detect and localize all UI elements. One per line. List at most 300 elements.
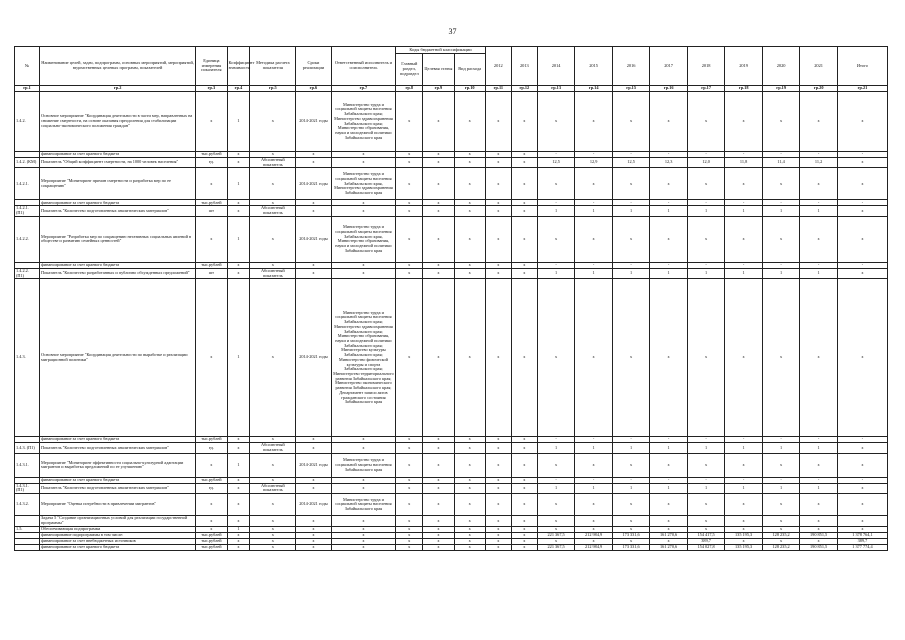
row-year-value: 1 — [612, 268, 650, 278]
row-year-value: х — [511, 477, 537, 483]
row-number: 1.4.2. (КМ) — [15, 158, 40, 168]
column-index-cell: гр.3 — [196, 86, 227, 92]
row-year-value: х — [511, 216, 537, 262]
row-bk-article: х — [423, 527, 454, 533]
row-year-value: 1 — [725, 483, 763, 493]
row-year-value: 1 — [725, 443, 763, 453]
row-term: х — [296, 443, 331, 453]
row-year-value: х — [537, 453, 575, 477]
row-year-value: х — [612, 216, 650, 262]
row-year-value: 1 — [762, 483, 800, 493]
row-coef: 1 — [227, 168, 250, 200]
row-coef: х — [227, 206, 250, 216]
row-number: 1.4.2.1. — [15, 168, 40, 200]
row-name: Показатель "Общий коэффициент смертности, на 1000 человек населения" — [40, 158, 196, 168]
table-row — [15, 206, 888, 216]
row-year-value: 1 — [687, 206, 725, 216]
row-name: финансирование за счет внебюджетных источников — [40, 539, 196, 545]
row-number: 1.4.2. — [15, 92, 40, 152]
page-number: 37 — [448, 27, 457, 36]
table-row — [15, 268, 888, 278]
header-resp: Ответственный исполнитель и соисполнитель — [331, 47, 396, 86]
header-year-2018: 2018 — [687, 47, 725, 86]
row-bk-section: х — [396, 158, 423, 168]
row-responsible: х — [331, 545, 396, 551]
row-year-value: - — [725, 152, 763, 158]
row-term: 2014-2021 годы — [296, 494, 331, 516]
row-year-value: - — [612, 200, 650, 206]
row-method: х — [250, 168, 296, 200]
header-unit: Единица измерения показателя — [196, 47, 227, 86]
row-coef: х — [227, 262, 250, 268]
row-term: х — [296, 158, 331, 168]
row-bk-article: х — [423, 539, 454, 545]
row-total: - — [837, 437, 887, 443]
row-total: х — [837, 279, 887, 437]
row-year-value: 221 367,5 — [537, 545, 575, 551]
row-year-value: 1 — [537, 483, 575, 493]
program-table — [14, 46, 888, 551]
row-year-value: - — [762, 152, 800, 158]
row-name: Показатель "Количество подготовленных аналитических материалов" — [40, 483, 196, 493]
row-year-value: х — [575, 494, 613, 516]
table-row — [15, 494, 888, 516]
row-total: х — [837, 216, 887, 262]
row-coef: 1 — [227, 216, 250, 262]
row-responsible: Министерство труда и социальной защиты населения Забайкальского края; Министерство здравоохранения Забайкальского края; Министерство образования, науки и молодежной политики Забайкальского края — [331, 92, 396, 152]
row-year-value: х — [485, 262, 511, 268]
row-year-value: - — [725, 437, 763, 443]
row-number: 1.4.3.1. — [15, 453, 40, 477]
row-responsible: х — [331, 516, 396, 527]
row-bk-type: х — [454, 152, 485, 158]
row-year-value: - — [762, 200, 800, 206]
row-year-value: х — [511, 158, 537, 168]
column-index-cell: гр.11 — [485, 86, 511, 92]
row-method: х — [250, 279, 296, 437]
row-year-value: - — [537, 477, 575, 483]
row-year-value: х — [687, 453, 725, 477]
row-year-value: 1 — [612, 206, 650, 216]
row-year-value: х — [511, 539, 537, 545]
row-year-value: 1 — [762, 268, 800, 278]
row-bk-type: х — [454, 539, 485, 545]
row-year-value: х — [485, 533, 511, 539]
row-year-value: - — [537, 200, 575, 206]
row-bk-type: х — [454, 453, 485, 477]
row-year-value: х — [485, 279, 511, 437]
row-total: х — [837, 494, 887, 516]
row-year-value: х — [511, 483, 537, 493]
row-responsible: х — [331, 527, 396, 533]
column-index-cell: гр.13 — [537, 86, 575, 92]
row-method: х — [250, 494, 296, 516]
row-name: финансирование за счет краевого бюджета — [40, 545, 196, 551]
column-index-cell: гр.17 — [687, 86, 725, 92]
table-row — [15, 453, 888, 477]
row-year-value: - — [800, 262, 838, 268]
row-term: х — [296, 539, 331, 545]
row-bk-section: х — [396, 200, 423, 206]
row-year-value: 11,8 — [725, 158, 763, 168]
row-name: Мероприятие "Разработка мер по сокращению негативных социальных явлений в обществе и развитию семейных ценностей" — [40, 216, 196, 262]
row-bk-type: х — [454, 92, 485, 152]
row-name: финансирование за счет краевого бюджета — [40, 152, 196, 158]
table-row — [15, 279, 888, 437]
row-year-value: 11,4 — [762, 158, 800, 168]
row-year-value: - — [800, 152, 838, 158]
row-bk-type: х — [454, 268, 485, 278]
row-year-value: 190 851,5 — [800, 533, 838, 539]
row-year-value: х — [650, 494, 688, 516]
row-year-value: х — [762, 539, 800, 545]
row-name: Мероприятие "Мониторинг причин смертности и разработка мер по ее сокращению" — [40, 168, 196, 200]
row-coef: х — [227, 539, 250, 545]
row-unit: тыс.рублей — [196, 437, 227, 443]
row-year-value: - — [575, 437, 613, 443]
row-year-value: х — [485, 477, 511, 483]
row-year-value: 212 984,9 — [575, 545, 613, 551]
row-year-value: - — [650, 262, 688, 268]
row-name: Мероприятие "Оценка потребности в привлечении мигрантов" — [40, 494, 196, 516]
row-method: Абсолютный показатель — [250, 158, 296, 168]
row-year-value: 1 — [650, 206, 688, 216]
row-responsible: х — [331, 268, 396, 278]
row-term: х — [296, 545, 331, 551]
row-year-value: 161 270,6 — [650, 545, 688, 551]
column-index-cell: гр.8 — [396, 86, 423, 92]
row-bk-section: х — [396, 539, 423, 545]
row-year-value: 12,9 — [575, 158, 613, 168]
header-bk-section: Главный раздел, подраздел — [396, 54, 423, 86]
row-bk-type: х — [454, 516, 485, 527]
row-responsible: х — [331, 437, 396, 443]
row-total: х — [837, 158, 887, 168]
header-year-2019: 2019 — [725, 47, 763, 86]
row-year-value: - — [612, 262, 650, 268]
row-year-value: х — [511, 268, 537, 278]
row-year-value: х — [612, 527, 650, 533]
row-year-value: х — [762, 527, 800, 533]
row-year-value: х — [687, 168, 725, 200]
row-year-value: 1 — [650, 443, 688, 453]
row-year-value: х — [762, 92, 800, 152]
row-bk-type: х — [454, 168, 485, 200]
row-year-value: 173 331,6 — [612, 533, 650, 539]
row-year-value: х — [485, 152, 511, 158]
row-bk-type: х — [454, 483, 485, 493]
row-year-value: х — [485, 206, 511, 216]
row-term: х — [296, 200, 331, 206]
row-year-value: х — [537, 216, 575, 262]
row-year-value: - — [725, 262, 763, 268]
row-term: х — [296, 152, 331, 158]
row-year-value: 1 — [537, 268, 575, 278]
row-unit: тыс.рублей — [196, 539, 227, 545]
header-bk-article: Целевая статья — [423, 54, 454, 86]
row-unit: х — [196, 92, 227, 152]
row-total: х — [837, 168, 887, 200]
row-bk-type: х — [454, 494, 485, 516]
row-year-value: - — [725, 200, 763, 206]
row-unit: ед. — [196, 483, 227, 493]
row-term: 2014-2021 годы — [296, 168, 331, 200]
row-year-value: - — [725, 477, 763, 483]
row-year-value: х — [800, 279, 838, 437]
row-unit: тыс.рублей — [196, 152, 227, 158]
header-year-2013: 2013 — [511, 47, 537, 86]
row-year-value: х — [762, 168, 800, 200]
row-year-value: 1 — [612, 443, 650, 453]
row-year-value: х — [537, 92, 575, 152]
row-term: х — [296, 268, 331, 278]
row-bk-section: х — [396, 443, 423, 453]
row-bk-section: х — [396, 268, 423, 278]
row-number: 1.4.2.1. (П1) — [15, 206, 40, 216]
row-year-value: - — [537, 152, 575, 158]
row-total: - — [837, 262, 887, 268]
column-index-cell: гр.2 — [40, 86, 196, 92]
row-year-value: х — [800, 494, 838, 516]
row-bk-type: х — [454, 158, 485, 168]
row-year-value: - — [687, 152, 725, 158]
row-year-value: х — [537, 168, 575, 200]
row-coef: х — [227, 200, 250, 206]
row-year-value: х — [725, 168, 763, 200]
row-method: х — [250, 437, 296, 443]
row-method: х — [250, 200, 296, 206]
row-year-value: х — [800, 516, 838, 527]
header-coef: Коэффициент значимости — [227, 47, 250, 86]
row-year-value: х — [650, 279, 688, 437]
row-year-value: 12,5 — [612, 158, 650, 168]
row-year-value: х — [511, 453, 537, 477]
row-responsible: Министерство труда и социальной защиты населения Забайкальского края, Министерство образования, науки и молодежной политики Забайкальского края — [331, 216, 396, 262]
row-bk-type: х — [454, 545, 485, 551]
row-unit: тыс.рублей — [196, 200, 227, 206]
row-responsible: Министерство труда и социальной защиты населения Забайкальского края, Министерство здравоохранения Забайкальского края — [331, 168, 396, 200]
row-year-value: - — [650, 477, 688, 483]
row-total: 389,7 — [837, 539, 887, 545]
row-year-value: х — [485, 516, 511, 527]
row-total: х — [837, 92, 887, 152]
row-year-value: х — [511, 533, 537, 539]
table-body — [15, 86, 888, 551]
column-index-cell: гр.6 — [296, 86, 331, 92]
row-bk-article: х — [423, 477, 454, 483]
row-term: х — [296, 533, 331, 539]
row-unit: тыс.рублей — [196, 477, 227, 483]
row-bk-section: х — [396, 168, 423, 200]
row-unit: х — [196, 279, 227, 437]
table-row — [15, 216, 888, 262]
row-year-value: х — [687, 92, 725, 152]
row-term: х — [296, 262, 331, 268]
row-number: 1.4.3.2. — [15, 494, 40, 516]
row-method: х — [250, 152, 296, 158]
row-total: х — [837, 268, 887, 278]
row-year-value: х — [511, 443, 537, 453]
row-bk-section: х — [396, 262, 423, 268]
column-index-cell: гр.12 — [511, 86, 537, 92]
row-year-value: х — [485, 268, 511, 278]
row-year-value: х — [485, 494, 511, 516]
row-coef: х — [227, 477, 250, 483]
row-year-value: х — [575, 168, 613, 200]
table-row — [15, 443, 888, 453]
row-responsible: х — [331, 477, 396, 483]
row-year-value: х — [650, 539, 688, 545]
row-method: х — [250, 216, 296, 262]
row-year-value: х — [485, 545, 511, 551]
header-term: Сроки реализации — [296, 47, 331, 86]
row-year-value: х — [612, 92, 650, 152]
row-year-value: х — [511, 494, 537, 516]
row-term: х — [296, 477, 331, 483]
row-year-value: х — [485, 453, 511, 477]
row-year-value: 161 270,6 — [650, 533, 688, 539]
row-term: х — [296, 483, 331, 493]
row-year-value: - — [575, 262, 613, 268]
row-bk-type: х — [454, 477, 485, 483]
row-total: - — [837, 477, 887, 483]
table-row — [15, 92, 888, 152]
row-term: 2014-2021 годы — [296, 453, 331, 477]
row-method: Абсолютный показатель — [250, 206, 296, 216]
row-coef: х — [227, 483, 250, 493]
row-year-value: х — [725, 92, 763, 152]
row-year-value: 1 — [650, 268, 688, 278]
row-year-value: 1 — [800, 443, 838, 453]
row-bk-article: х — [423, 533, 454, 539]
column-index-cell: гр.9 — [423, 86, 454, 92]
row-year-value: х — [612, 494, 650, 516]
row-year-value: - — [687, 437, 725, 443]
row-coef: х — [227, 494, 250, 516]
column-index-cell: гр.15 — [612, 86, 650, 92]
row-responsible: х — [331, 483, 396, 493]
row-unit: тыс.рублей — [196, 545, 227, 551]
row-year-value: х — [650, 216, 688, 262]
row-year-value: х — [725, 279, 763, 437]
row-year-value: х — [650, 168, 688, 200]
header-no: № — [15, 47, 40, 86]
row-year-value: 221 367,5 — [537, 533, 575, 539]
row-bk-type: х — [454, 216, 485, 262]
row-year-value: х — [762, 216, 800, 262]
row-unit: тыс.рублей — [196, 533, 227, 539]
row-year-value: х — [762, 279, 800, 437]
row-year-value: - — [800, 200, 838, 206]
row-bk-type: х — [454, 443, 485, 453]
row-bk-article: х — [423, 168, 454, 200]
table-row — [15, 483, 888, 493]
row-name: Мероприятие "Мониторинг эффективности социально-культурной адаптации мигрантов и выработка предложений по ее улучшению" — [40, 453, 196, 477]
row-year-value: х — [485, 200, 511, 206]
row-year-value: х — [511, 262, 537, 268]
row-year-value: - — [687, 200, 725, 206]
row-method: х — [250, 533, 296, 539]
row-bk-section: х — [396, 533, 423, 539]
row-year-value: - — [800, 437, 838, 443]
row-year-value: х — [511, 152, 537, 158]
row-total: 1 378 764,1 — [837, 533, 887, 539]
row-year-value: х — [537, 539, 575, 545]
row-term: 2014-2021 годы — [296, 279, 331, 437]
row-unit: х — [196, 527, 227, 533]
row-year-value: - — [575, 477, 613, 483]
row-bk-section: х — [396, 279, 423, 437]
row-name: Основное мероприятие "Координация деятельности по выработке и реализации миграционной политики" — [40, 279, 196, 437]
row-year-value: 1 — [687, 483, 725, 493]
row-year-value: х — [511, 437, 537, 443]
row-year-value: - — [687, 262, 725, 268]
table-row — [15, 516, 888, 527]
row-year-value: х — [485, 437, 511, 443]
row-term: х — [296, 206, 331, 216]
row-year-value: х — [612, 279, 650, 437]
row-year-value: 1 — [687, 443, 725, 453]
row-bk-article: х — [423, 216, 454, 262]
row-unit: х — [196, 494, 227, 516]
row-year-value: х — [511, 516, 537, 527]
row-year-value: х — [612, 453, 650, 477]
row-year-value: х — [725, 539, 763, 545]
row-number: 1.4.3.1. (П1) — [15, 483, 40, 493]
row-year-value: 190 851,5 — [800, 545, 838, 551]
row-year-value: х — [575, 92, 613, 152]
row-year-value: х — [800, 168, 838, 200]
row-year-value: 1 — [800, 206, 838, 216]
row-year-value: 12,0 — [687, 158, 725, 168]
row-bk-section: х — [396, 483, 423, 493]
row-bk-section: х — [396, 494, 423, 516]
row-year-value: х — [650, 453, 688, 477]
row-responsible: х — [331, 443, 396, 453]
header-method: Методика расчета показателя — [250, 47, 296, 86]
row-year-value: - — [762, 262, 800, 268]
row-year-value: 1 — [800, 483, 838, 493]
row-year-value: х — [511, 206, 537, 216]
row-year-value: 135 195,3 — [725, 533, 763, 539]
row-unit: шт — [196, 268, 227, 278]
header-year-2015: 2015 — [575, 47, 613, 86]
row-year-value: х — [537, 494, 575, 516]
row-year-value: х — [762, 516, 800, 527]
column-index-cell: гр.4 — [227, 86, 250, 92]
row-year-value: 1 — [575, 206, 613, 216]
row-year-value: х — [612, 516, 650, 527]
row-responsible: х — [331, 539, 396, 545]
row-year-value: 1 — [575, 268, 613, 278]
row-name: финансирование за счет краевого бюджета — [40, 437, 196, 443]
row-coef: х — [227, 516, 250, 527]
row-year-value: 1 — [537, 443, 575, 453]
row-coef: х — [227, 443, 250, 453]
row-name: Основное мероприятие "Координация деятельности в части мер, направленных на снижение смертности, на основе оказания преодоления для стабилизации социально-экономического положения граждан" — [40, 92, 196, 152]
row-year-value: х — [687, 527, 725, 533]
header-year-2014: 2014 — [537, 47, 575, 86]
row-name: Показатель "Количество разработанных и публично обсужденных предложений" — [40, 268, 196, 278]
row-year-value: х — [511, 527, 537, 533]
row-year-value: х — [725, 453, 763, 477]
row-year-value: х — [511, 545, 537, 551]
row-year-value: х — [575, 279, 613, 437]
row-number: 1.4.3. (П1) — [15, 443, 40, 453]
row-year-value: х — [485, 158, 511, 168]
row-responsible: Министерство труда и социальной защиты населения Забайкальского края; Министерство здравоохранения Забайкальского края; Министерство образования, науки и молодежной политики Забайкальского края; Министерство культуры Забайкальского края; Министерство физической культуры и спорта Забайкальского края; Министерство территориального развития Забайкальского края; Министерство экономического развития Забайкальского края; Департамент записи актов гражданского состояния Забайкальского края — [331, 279, 396, 437]
row-year-value: х — [485, 216, 511, 262]
